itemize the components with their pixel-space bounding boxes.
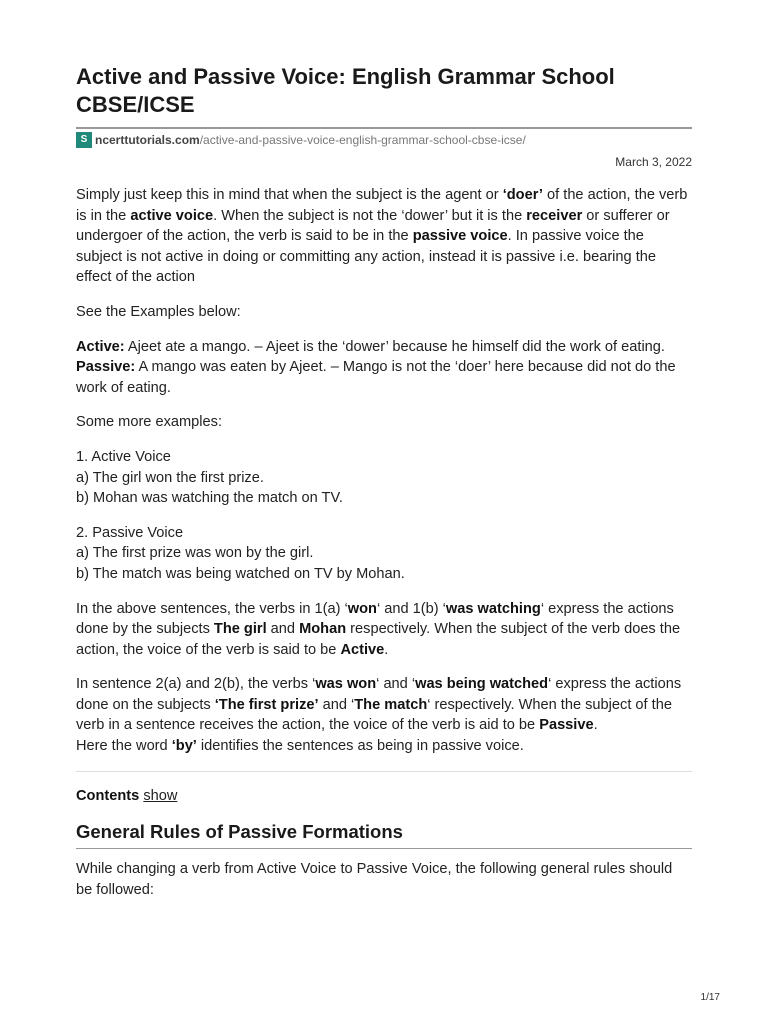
publish-date: March 3, 2022 [615,155,692,169]
page-title: Active and Passive Voice: English Grammar School CBSE/ICSE [76,64,615,117]
table-of-contents [76,786,692,807]
intro-paragraph: Simply just keep this in mind that when the subject is the agent or ‘doer’ of the action, the verb is in the active voice. When the subject is not the ‘dower’ but it is the receiver or sufferer or undergoer of the action, the verb is said to be in the passive voice. In passive voice the subject is not active in doing or committing any action, instead it is passive i.e. bearing the effect of the action [76,187,688,286]
active-label: Active: [76,338,125,355]
passive-voice-list: 2. Passive Voice a) The first prize was won by the girl. b) The match was being watched on TV by Mohan. [76,524,405,582]
page-number: 1/17 [700,992,720,1003]
active-voice-list: 1. Active Voice a) The girl won the first prize. b) Mohan was watching the match on TV. [76,448,343,507]
contents-label: Contents [76,787,140,804]
more-examples-text: Some more examples: [76,414,222,431]
section-intro-text: While changing a verb from Active Voice to Passive Voice, the following general rules should be followed: [76,861,673,898]
passive-label: Passive: [76,359,136,376]
examples-block: Active: Ajeet ate a mango. – Ajeet is the ‘dower’ because he himself did the work of eating. Passive: A mango was eaten by Ajeet. – Mango is not the ‘doer’ here because did not do the work of eating. [76,338,676,396]
see-examples-text: See the Examples below: [76,303,241,320]
source-domain[interactable]: ncerttutorials.com [95,133,200,147]
passive-explanation-paragraph: In sentence 2(a) and 2(b), the verbs ‘was won‘ and ‘was being watched‘ express the actions done on the subjects ‘The first prize’ and ‘The match‘ respectively. When the subject of the verb in a sentence receives the action, the voice of the verb is aid to be Passive. Here the word ‘by’ identifies the sentences as being in passive voice. [76,676,682,755]
active-explanation-paragraph: In the above sentences, the verbs in 1(a) ‘won‘ and 1(b) ‘was watching‘ express the actions done by the subjects The girl and Mohan respectively. When the subject of the verb does the action, the voice of the verb is said to be Active. [76,600,681,658]
source-path[interactable]: /active-and-passive-voice-english-grammar-school-cbse-icse/ [199,133,526,147]
site-logo-icon: S [76,132,92,148]
contents-divider [76,771,692,772]
title-divider [76,127,692,129]
contents-show-link[interactable]: show [143,787,178,804]
article-body [76,185,692,914]
source-url[interactable] [76,132,526,148]
section-heading: General Rules of Passive Formations [76,820,692,849]
